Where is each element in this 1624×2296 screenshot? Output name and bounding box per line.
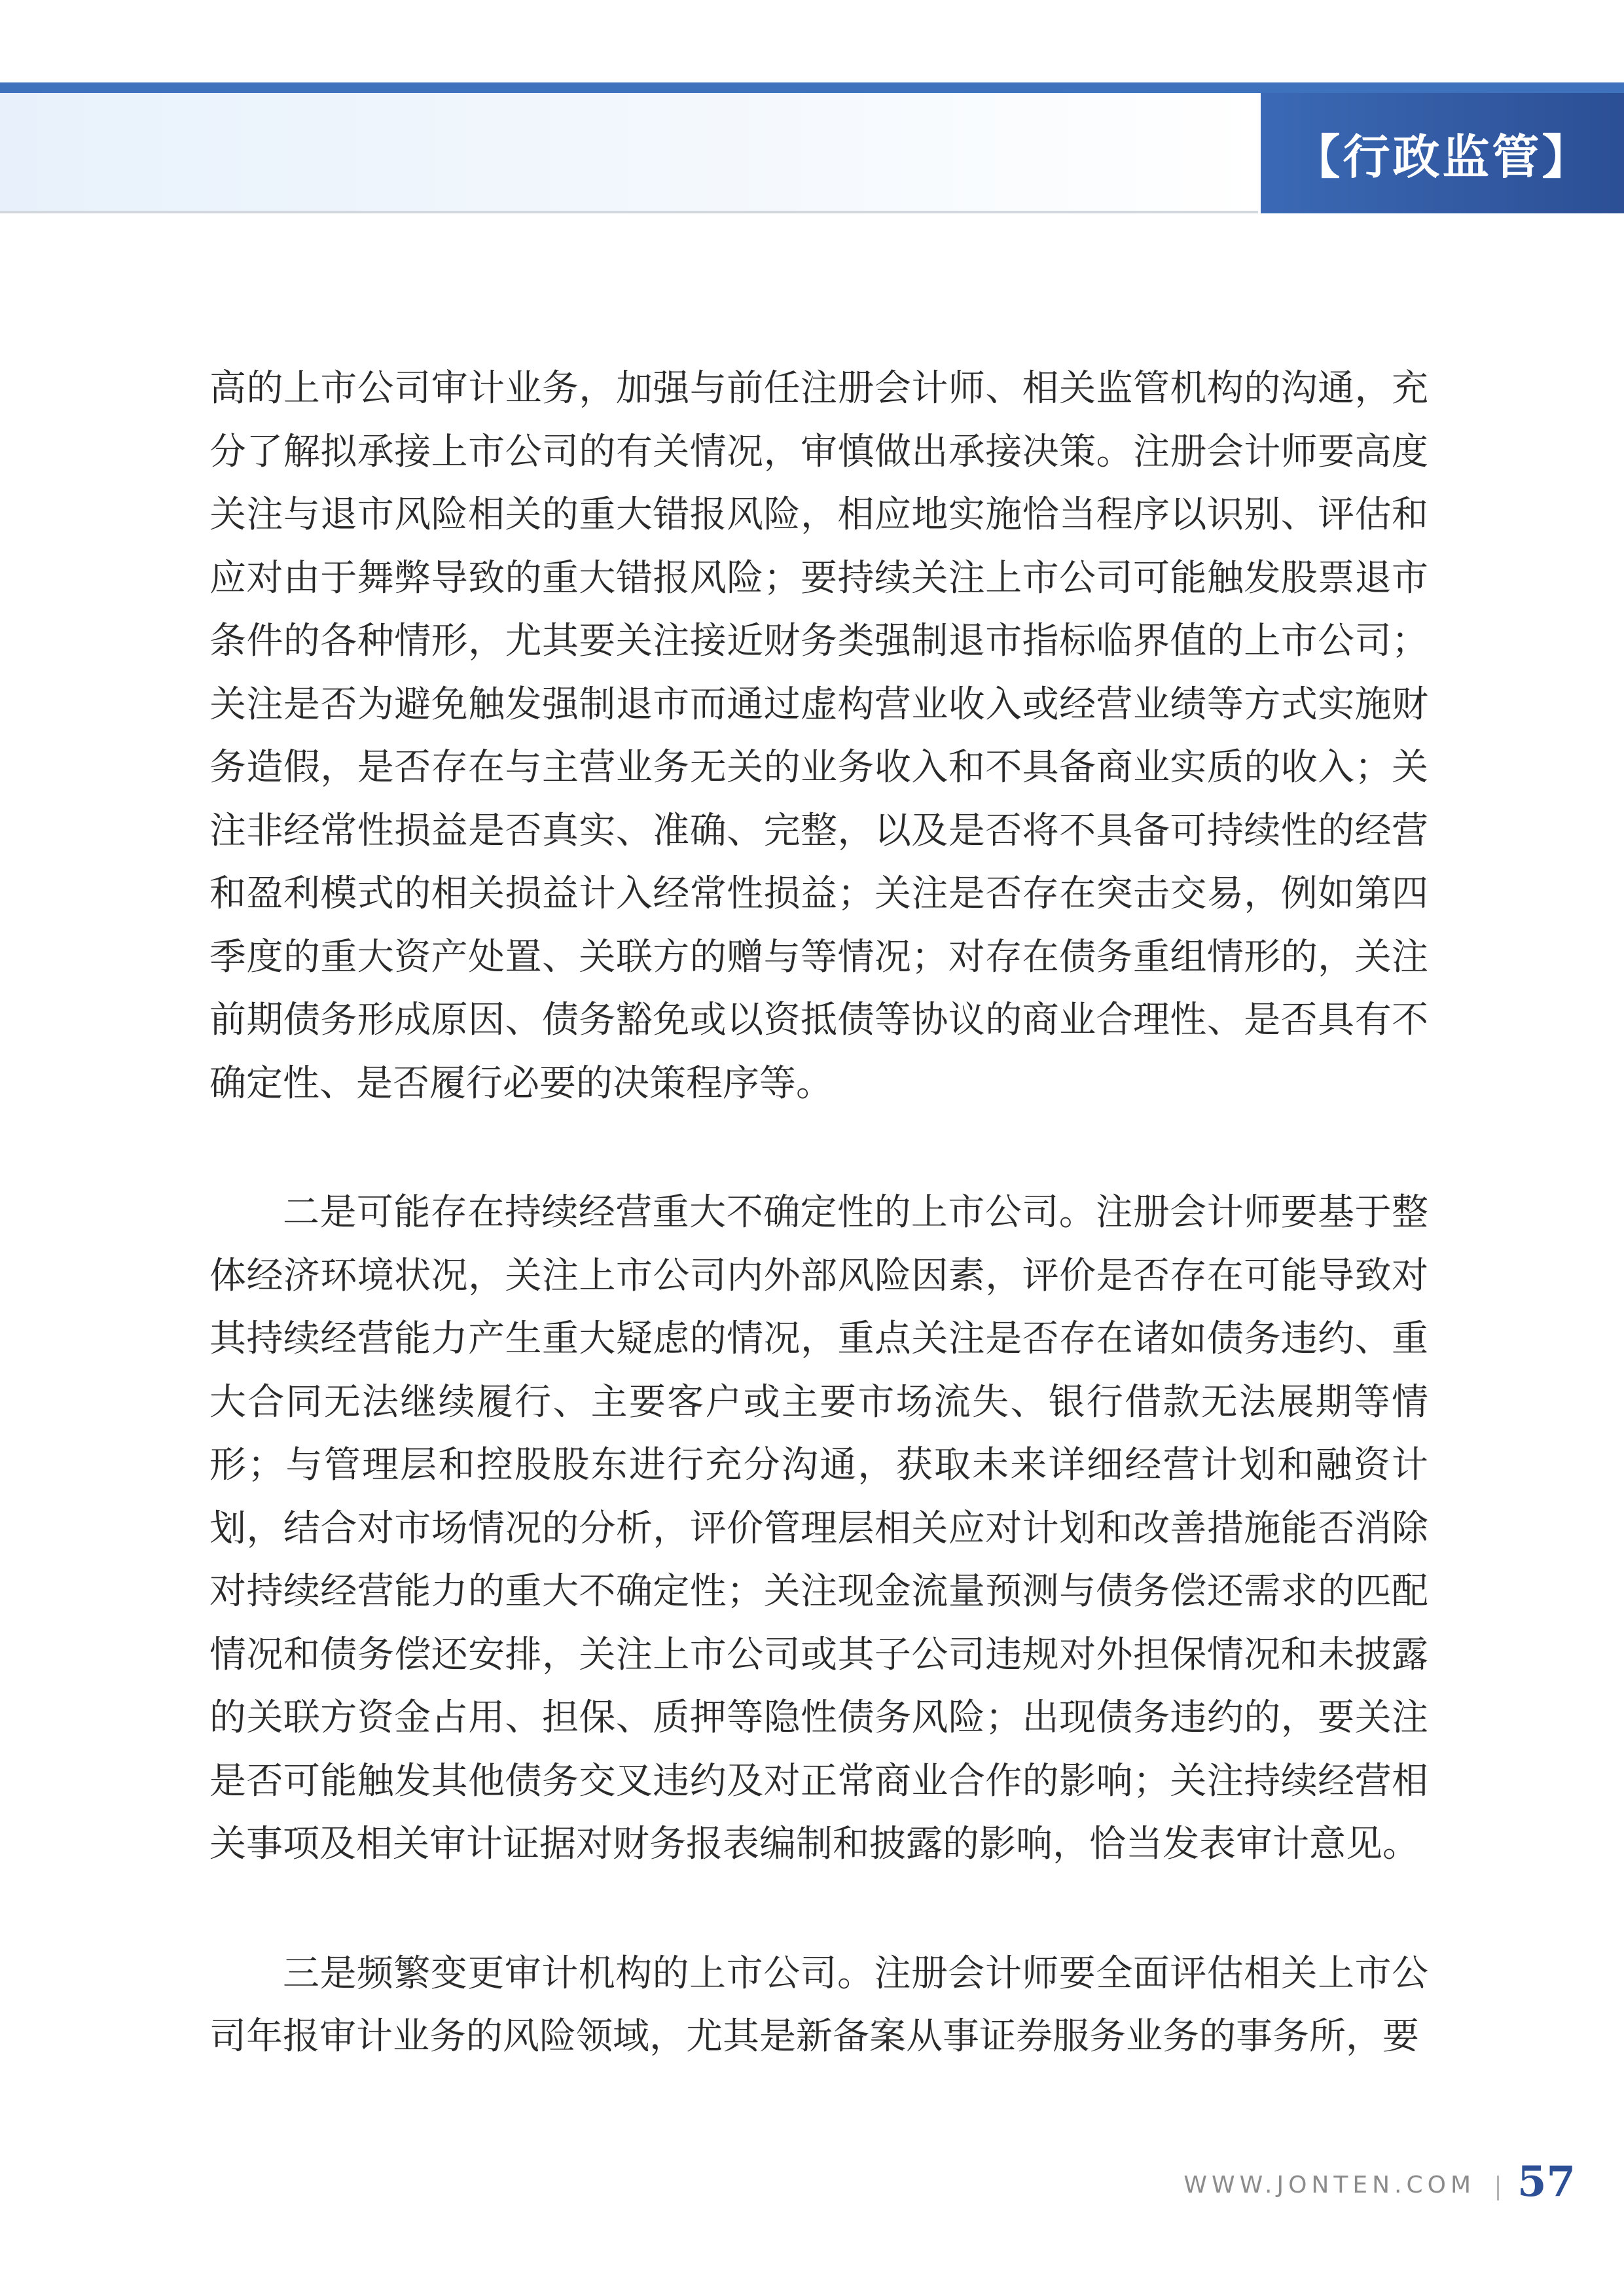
header-band [0,93,1258,211]
footer-divider [1497,2176,1499,2200]
page-number: 57 [1517,2157,1576,2206]
body-text [209,357,1428,2069]
paragraph: 三是频繁变更审计机构的上市公司。注册会计师要全面评估相关上市公司年报审计业务的风险领域，尤其是新备案从事证券服务业务的事务所，要 [209,1952,1428,2058]
paragraph: 高的上市公司审计业务，加强与前任注册会计师、相关监管机构的沟通，充分了解拟承接上市公司的有关情况，审慎做出承接决策。注册会计师要高度关注与退市风险相关的重大错报风险，相应地实施恰当程序以识别、评估和应对由于舞弊导致的重大错报风险；要持续关注上市公司可能触发股票退市条件的各种情形，尤其要关注接近财务类强制退市指标临界值的上市公司；关注是否为避免触发强制退市而通过虚构营业收入或经营业绩等方式实施财务造假，是否存在与主营业务无关的业务收入和不具备商业实质的收入；关注非经常性损益是否真实、准确、完整，以及是否将不具备可持续性的经营和盈利模式的相关损益计入经常性损益；关注是否存在突击交易，例如第四季度的重大资产处置、关联方的赠与等情况；对存在债务重组情形的，关注前期债务形成原因、债务豁免或以资抵债等协议的商业合理性、是否具有不确定性、是否履行必要的决策程序等。 [209,367,1428,1105]
header-bottom-rule [0,211,1258,213]
section-label: 【行政监管】 [1261,93,1624,213]
header-top-rule [0,82,1624,93]
paragraph: 二是可能存在持续经营重大不确定性的上市公司。注册会计师要基于整体经济环境状况，关注上市公司内外部风险因素，评价是否存在可能导致对其持续经营能力产生重大疑虑的情况，重点关注是否存在诸如债务违约、重大合同无法继续履行、主要客户或主要市场流失、银行借款无法展期等情形；与管理层和控股股东进行充分沟通，获取未来详细经营计划和融资计划，结合对市场情况的分析，评价管理层相关应对计划和改善措施能否消除对持续经营能力的重大不确定性；关注现金流量预测与债务偿还需求的匹配情况和债务偿还安排，关注上市公司或其子公司违规对外担保情况和未披露的关联方资金占用、担保、质押等隐性债务风险；出现债务违约的，要关注是否可能触发其他债务交叉违约及对正常商业合作的影响；关注持续经营相关事项及相关审计证据对财务报表编制和披露的影响，恰当发表审计意见。 [209,1191,1428,1865]
footer-website: WWW.JONTEN.COM [1183,2172,1475,2198]
